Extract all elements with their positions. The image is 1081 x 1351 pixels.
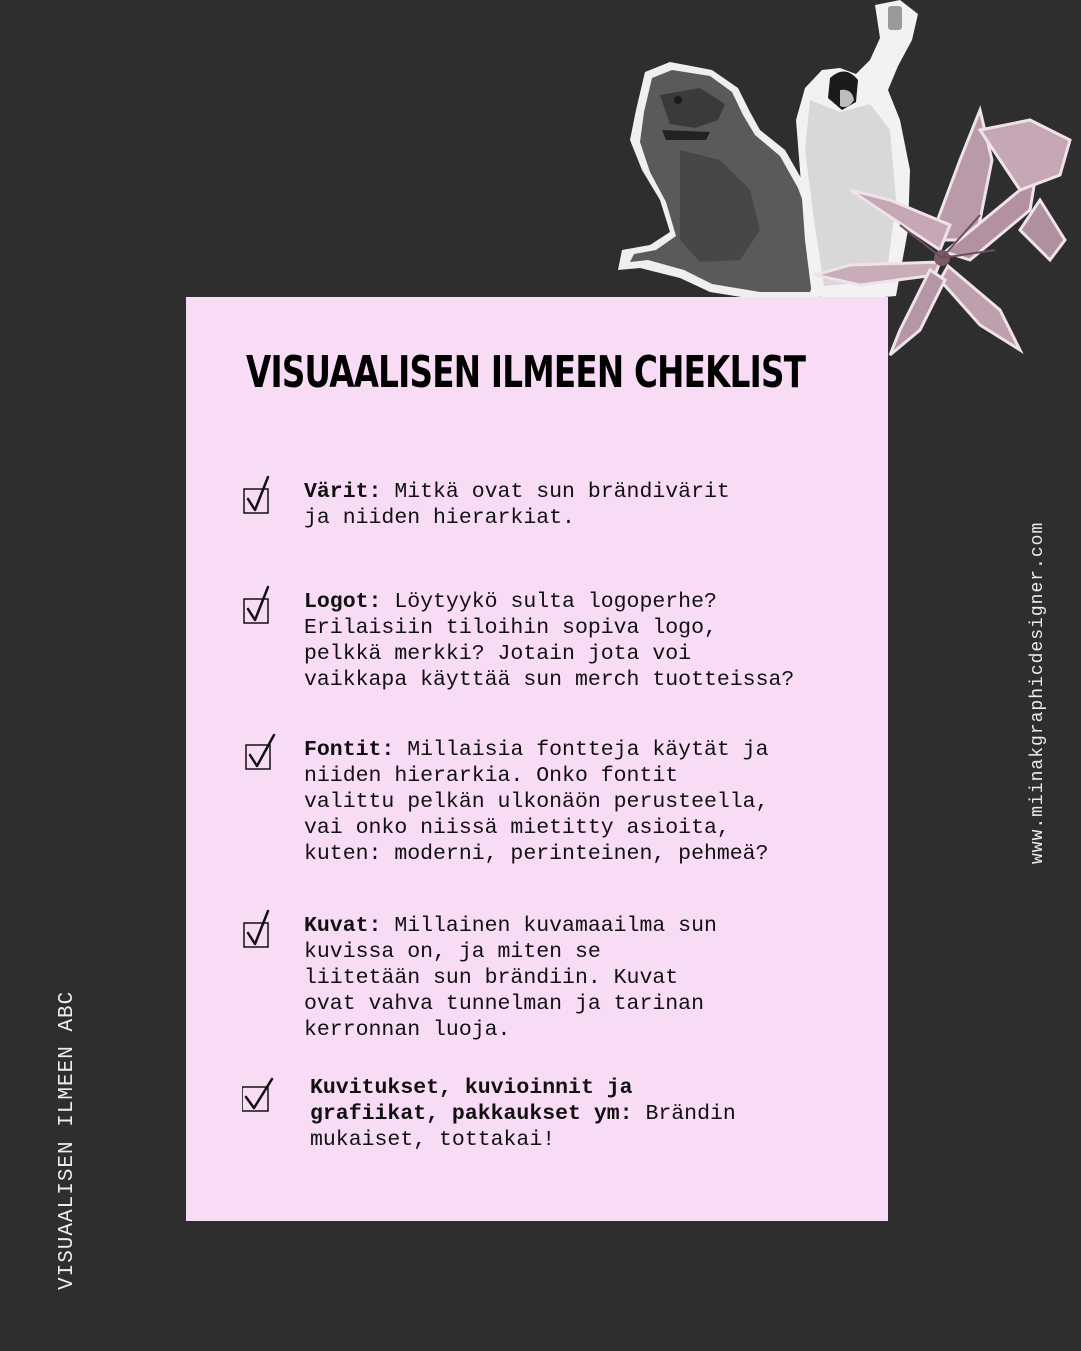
checklist-item-text	[304, 589, 864, 693]
side-title: VISUAALISEN ILMEEN ABC	[56, 990, 79, 1290]
checkbox-checked-icon	[242, 909, 276, 949]
checklist-item-label: Logot:	[304, 590, 382, 614]
checklist-item-text	[304, 913, 864, 1043]
checkbox-checked-icon	[242, 585, 276, 625]
checklist-item-text	[304, 737, 864, 867]
checkbox-checked-icon	[242, 1073, 276, 1113]
card-title: VISUAALISEN ILMEEN CHEKLIST	[246, 347, 806, 398]
checkbox-checked-icon	[242, 733, 276, 773]
dinosaur-image	[618, 62, 830, 300]
checklist-item-label: Kuvat:	[304, 914, 382, 938]
checkbox-checked-icon	[242, 475, 276, 515]
website-url: www.miinakgraphicdesigner.com	[1028, 521, 1048, 864]
checklist-card	[186, 297, 888, 1221]
checklist-item-label: Fontit:	[304, 738, 395, 762]
checklist-item-text	[310, 1075, 870, 1153]
checklist-item-text	[304, 479, 864, 531]
checklist-item-description: Brändin mukaiset, tottakai!	[310, 1102, 736, 1152]
checklist-item-label: Kuvitukset, kuvioinnit ja grafiikat, pakkaukset ym:	[310, 1076, 633, 1126]
checklist-item-description: Löytyykö sulta logoperhe? Erilaisiin tiloihin sopiva logo, pelkkä merkki? Jotain jota voi vaikkapa käyttää sun merch tuotteissa?	[304, 590, 795, 692]
checklist-item-label: Värit:	[304, 480, 382, 504]
checklist-item-description: Millainen kuvamaailma sun kuvissa on, ja miten se liitetään sun brändiin. Kuvat ovat vahva tunnelman ja tarinan kerronnan luoja.	[304, 914, 717, 1042]
woman-selfie-image	[796, 0, 918, 300]
checklist-item-description: Mitkä ovat sun brändivärit ja niiden hierarkiat.	[304, 480, 730, 530]
checklist-item-description: Millaisia fontteja käytät ja niiden hierarkia. Onko fontit valittu pelkän ulkonäön perusteella, vai onko niissä mietitty asioita, kuten: moderni, perinteinen, pehmeä?	[304, 738, 769, 866]
